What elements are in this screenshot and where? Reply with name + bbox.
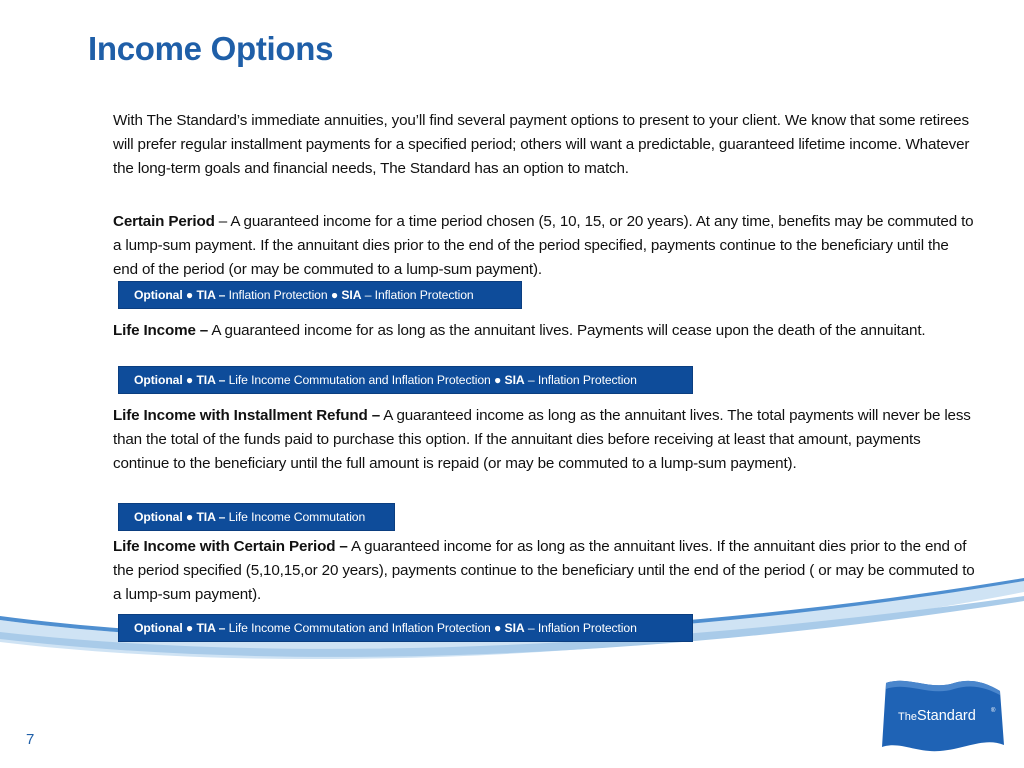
optional-riders-badge: [118, 366, 693, 394]
badge-sia-text: – Inflation Protection: [361, 288, 474, 302]
option-description: A guaranteed income for as long as the annuitant lives. If the annuitant dies prior to the end of the period specified (5,10,15,or 20 years), payments continue to the beneficiary until the end of the period ( or may be commuted to a lump-sum payment).: [113, 538, 975, 603]
option-separator: –: [214, 213, 231, 230]
option-description: A guaranteed income for a time period chosen (5, 10, 15, or 20 years). At any time, benefits may be commuted to a lump-sum payment. If the annuitant dies prior to the end of the period specified, payments continue to the beneficiary until the end of the period (or may be commuted to a lump-sum payment).: [113, 213, 974, 278]
badge-optional-label: Optional ● TIA –: [134, 510, 229, 524]
badge-sia-text: – Inflation Protection: [524, 621, 637, 635]
decorative-swoosh: [0, 560, 1024, 768]
page-number: 7: [26, 731, 35, 748]
badge-sia-label: ● SIA: [330, 288, 362, 302]
option-name: Certain Period: [113, 213, 215, 230]
badge-tia-text: Inflation Protection: [228, 288, 331, 302]
badge-sia-text: – Inflation Protection: [524, 373, 637, 387]
badge-optional-label: Optional ● TIA –: [134, 621, 229, 635]
option-name: Life Income with Installment Refund –: [113, 407, 381, 424]
option-life-income: [113, 319, 977, 343]
optional-riders-badge: [118, 614, 693, 642]
registered-mark: ®: [991, 708, 996, 714]
badge-optional-label: Optional ● TIA –: [134, 373, 229, 387]
badge-sia-label: ● SIA: [494, 621, 525, 635]
badge-tia-text: Life Income Commutation and Inflation Protection: [228, 621, 494, 635]
the-standard-logo: [878, 675, 1008, 755]
option-name: Life Income with Certain Period –: [113, 538, 348, 555]
slide-title: Income Options: [88, 30, 334, 67]
option-description: A guaranteed income for as long as the annuitant lives. Payments will cease upon the death of the annuitant.: [211, 322, 926, 339]
optional-riders-badge: [118, 281, 522, 309]
badge-tia-text: Life Income Commutation and Inflation Protection: [228, 373, 494, 387]
intro-paragraph: With The Standard’s immediate annuities, you’ll find several payment options to present to your client. We know that some retirees will prefer regular installment payments for a specified period; others will want a predictable, guaranteed lifetime income. Whatever the long-term goals and financial needs, The Standard has an option to match.: [113, 112, 970, 177]
option-life-income-installment-refund: [113, 404, 977, 476]
option-name: Life Income –: [113, 322, 209, 339]
optional-riders-badge: [118, 503, 395, 531]
option-certain-period: [113, 210, 977, 282]
badge-sia-label: ● SIA: [494, 373, 525, 387]
logo-text: TheStandard: [898, 708, 976, 724]
badge-tia-text: Life Income Commutation: [228, 510, 366, 524]
badge-optional-label: Optional ● TIA –: [134, 288, 229, 302]
option-description: A guaranteed income as long as the annuitant lives. The total payments will never be less than the total of the funds paid to purchase this option. If the annuitant dies before receiving at least that amount, payments continue to the beneficiary until the full amount is repaid (or may be commuted to a lump-sum payment).: [113, 407, 971, 472]
